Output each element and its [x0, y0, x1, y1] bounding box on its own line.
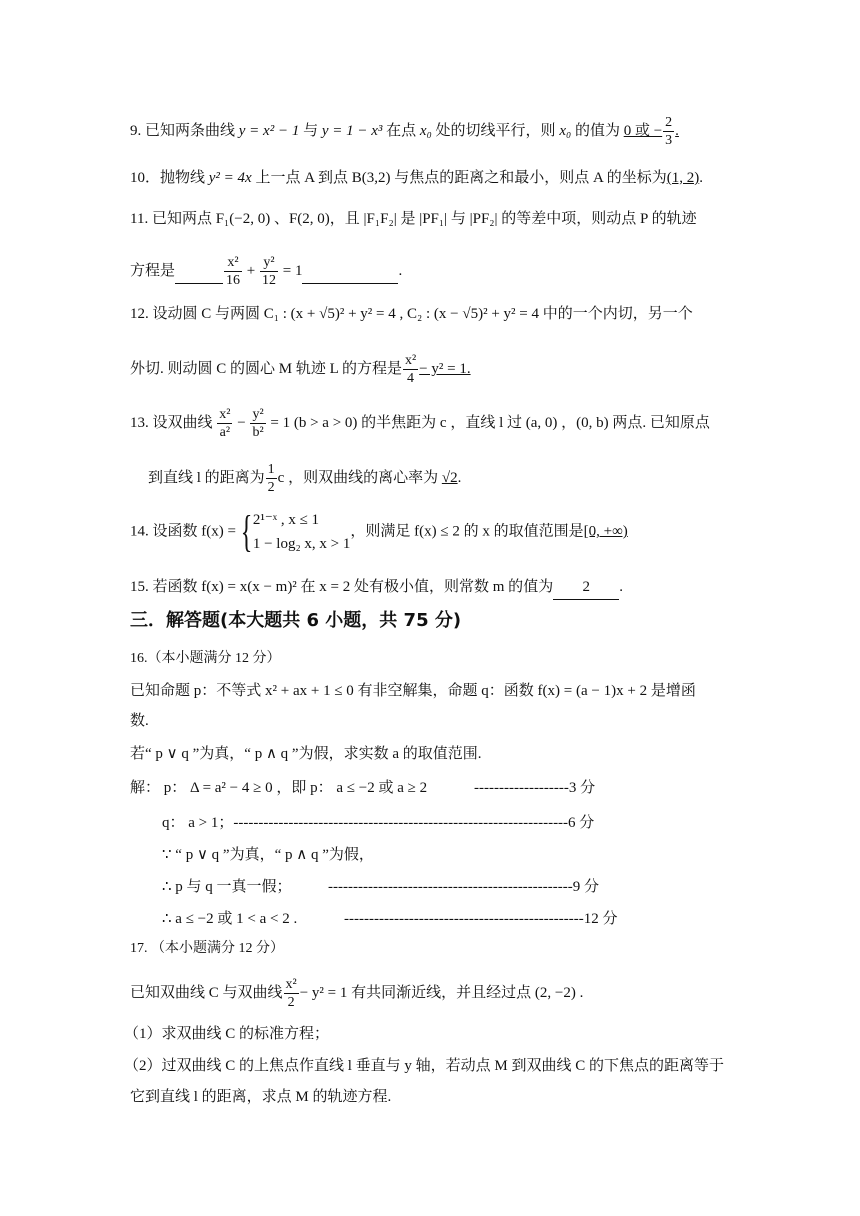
q16-solution-3: ∵ “ p ∨ q ”为真，“ p ∧ q ”为假，: [162, 847, 374, 863]
q9-frac-num: 2: [665, 115, 673, 130]
q14-answer: [0, +∞): [583, 523, 628, 540]
q16-s1-text: 解： p： Δ = a² − 4 ≥ 0 ，即 p： a ≤ −2 或 a ≥ 2: [130, 780, 428, 796]
q10-curve: y² = 4x: [208, 170, 252, 186]
q11-eq: = 1: [282, 262, 303, 279]
q9-x0b: x₀: [559, 122, 572, 139]
q9-curve-2: y = 1 − x³: [321, 122, 383, 139]
q14-cases: [253, 508, 351, 556]
q13-f1-num: x²: [219, 407, 231, 422]
q9-x0: x₀: [419, 122, 432, 139]
q9-answer-text: 0 或 −: [623, 122, 663, 139]
q16-solution-5: [162, 907, 740, 931]
q12-f-den: 4: [407, 371, 415, 386]
question-9: [130, 114, 740, 149]
q15-text: 15. 若函数 f(x) = x(x − m)² 在 x = 2 处有极小值，则常数 m 的值为: [130, 579, 554, 595]
q16-line-1: 已知命题 p：不等式 x² + ax + 1 ≤ 0 有非空解集，命题 q：函数 f(x) = (a − 1)x + 2 是增函: [130, 683, 696, 699]
q10-text: 10．抛物线: [130, 170, 209, 186]
q14-case-2: 1 − log₂ x, x > 1: [252, 536, 351, 552]
q13-line-2-text-b: c ，则双曲线的离心率为: [277, 469, 439, 486]
q13-answer: √2: [441, 469, 458, 486]
q16-s4-text: ∴ p 与 q 一真一假；: [162, 879, 292, 895]
q11-fraction-2: [260, 254, 278, 289]
q16-line-2: 数.: [130, 713, 149, 729]
q17-heading: 17. （本小题满分 12 分）: [130, 941, 284, 956]
q13-text: 13. 设双曲线: [130, 414, 217, 431]
q13-minus: −: [237, 414, 246, 431]
q9-text-e: 的值为: [571, 122, 620, 139]
q9-frac-den: 3: [665, 133, 673, 148]
q16-solution-2: [162, 811, 740, 835]
q9-text: 9. 已知两条曲线: [130, 122, 239, 139]
section-3-heading: 三．解答题(本大题共 6 小题，共 75 分): [130, 610, 462, 631]
q10-answer: (1, 2): [666, 170, 700, 186]
q16-line-3: 若“ p ∨ q ”为真，“ p ∧ q ”为假，求实数 a 的取值范围.: [130, 746, 482, 762]
q17-part-1: （1）求双曲线 C 的标准方程；: [124, 1026, 330, 1042]
q15-answer: 2: [553, 575, 619, 600]
q13-fraction-2: [250, 406, 265, 441]
q17-f-den: 2: [287, 995, 295, 1010]
q15-end: .: [619, 579, 623, 595]
q17-l1-text: 已知双曲线 C 与双曲线: [130, 984, 283, 1001]
q13-f2-num: y²: [252, 407, 264, 422]
q11-f1-den: 16: [226, 273, 241, 288]
q11-blank-left: [175, 259, 223, 284]
q13-h-num: 1: [267, 462, 275, 477]
q16-solution-1: [130, 776, 740, 800]
question-10: [130, 166, 740, 190]
q12-answer-rest: − y² = 1.: [419, 360, 471, 377]
question-12-line-2: [130, 352, 740, 387]
question-14: [130, 508, 740, 558]
question-13-line-2: [148, 461, 740, 496]
q17-part-2: （2）过双曲线 C 的上焦点作直线 l 垂直与 y 轴，若动点 M 到双曲线 C 的下焦点的距离等于: [124, 1058, 725, 1074]
question-13: [130, 406, 740, 441]
q14-brace: {: [240, 507, 253, 556]
q11-fraction-1: [224, 254, 242, 289]
q12-line-1: 12. 设动圆 C 与两圆 C₁ : (x + √5)² + y² = 4 , C₂ : (x − √5)² + y² = 4 中的一个内切，另一个: [130, 306, 693, 322]
q11-plus: +: [246, 262, 256, 279]
q16-s4-points: -------------------------------------------------9 分: [328, 879, 600, 895]
q16-solution-4: [162, 875, 740, 899]
q12-line-2-text: 外切. 则动圆 C 的圆心 M 轨迹 L 的方程是: [130, 360, 402, 377]
q16-s2-text: q： a > 1；: [162, 815, 234, 831]
q13-text-b: = 1 (b > a > 0) 的半焦距为 c ，直线 l 过 (a, 0) ，(0, b) 两点. 已知原点: [270, 414, 710, 431]
question-12: [130, 302, 740, 326]
q13-f1-den: a²: [219, 425, 231, 440]
q11-f2-den: 12: [261, 273, 276, 288]
q11-line-2-text: 方程是: [130, 262, 176, 279]
q9-answer-end: .: [675, 122, 679, 139]
q9-text-d: 处的切线平行，则: [431, 122, 560, 139]
q11-end: .: [398, 262, 403, 279]
q9-curve-1: y = x² − 1: [238, 122, 300, 139]
question-11: [130, 207, 740, 231]
question-15: [130, 575, 740, 600]
q9-text-c: 在点: [382, 122, 420, 139]
q17-fraction: [284, 976, 299, 1011]
q11-blank-right: [302, 259, 398, 284]
q13-h-den: 2: [267, 480, 275, 495]
q9-text-b: 与: [299, 122, 322, 139]
q13-fraction-1: [217, 406, 232, 441]
q10-end: .: [699, 170, 703, 186]
q13-half-fraction: [266, 461, 277, 496]
q17-line-1: [130, 976, 740, 1011]
q12-fraction: [403, 352, 418, 387]
q16-heading: 16.（本小题满分 12 分）: [130, 651, 281, 666]
q17-f-num: x²: [285, 977, 297, 992]
q13-end: .: [457, 469, 462, 486]
q12-f-num: x²: [404, 353, 417, 368]
q14-case-1: 2¹⁻ˣ , x ≤ 1: [252, 512, 320, 528]
q17-l1-text-b: − y² = 1 有共同渐近线，并且经过点 (2, −2) .: [299, 984, 584, 1001]
q16-s5-points: ------------------------------------------------12 分: [344, 911, 618, 927]
q14-text-b: ，则满足 f(x) ≤ 2 的 x 的取值范围是: [350, 523, 584, 540]
q13-line-2-text: 到直线 l 的距离为: [148, 469, 265, 486]
q16-s1-points: -------------------3 分: [474, 780, 596, 796]
q9-answer-fraction: [663, 114, 674, 149]
q12-answer: [402, 353, 471, 386]
q14-text: 14. 设函数 f(x) =: [130, 523, 240, 540]
q16-s5-text: ∴ a ≤ −2 或 1 < a < 2 .: [162, 911, 298, 927]
q11-line-1: 11. 已知两点 F₁(−2, 0) 、F(2, 0)，且 |F₁F₂| 是 |PF₁| 与 |PF₂| 的等差中项，则动点 P 的轨迹: [130, 211, 697, 227]
q13-f2-den: b²: [252, 425, 264, 440]
q9-answer: [623, 115, 679, 148]
q16-s2-points: -------------------------------------------------------------------6 分: [233, 815, 595, 831]
q11-f1-num: x²: [224, 254, 242, 272]
question-11-line-2: [130, 254, 740, 289]
q17-part-3: 它到直线 l 的距离，求点 M 的轨迹方程.: [130, 1089, 392, 1105]
q11-f2-num: y²: [260, 254, 278, 272]
q10-text-b: 上一点 A 到点 B(3,2) 与焦点的距离之和最小，则点 A 的坐标为: [251, 170, 667, 186]
